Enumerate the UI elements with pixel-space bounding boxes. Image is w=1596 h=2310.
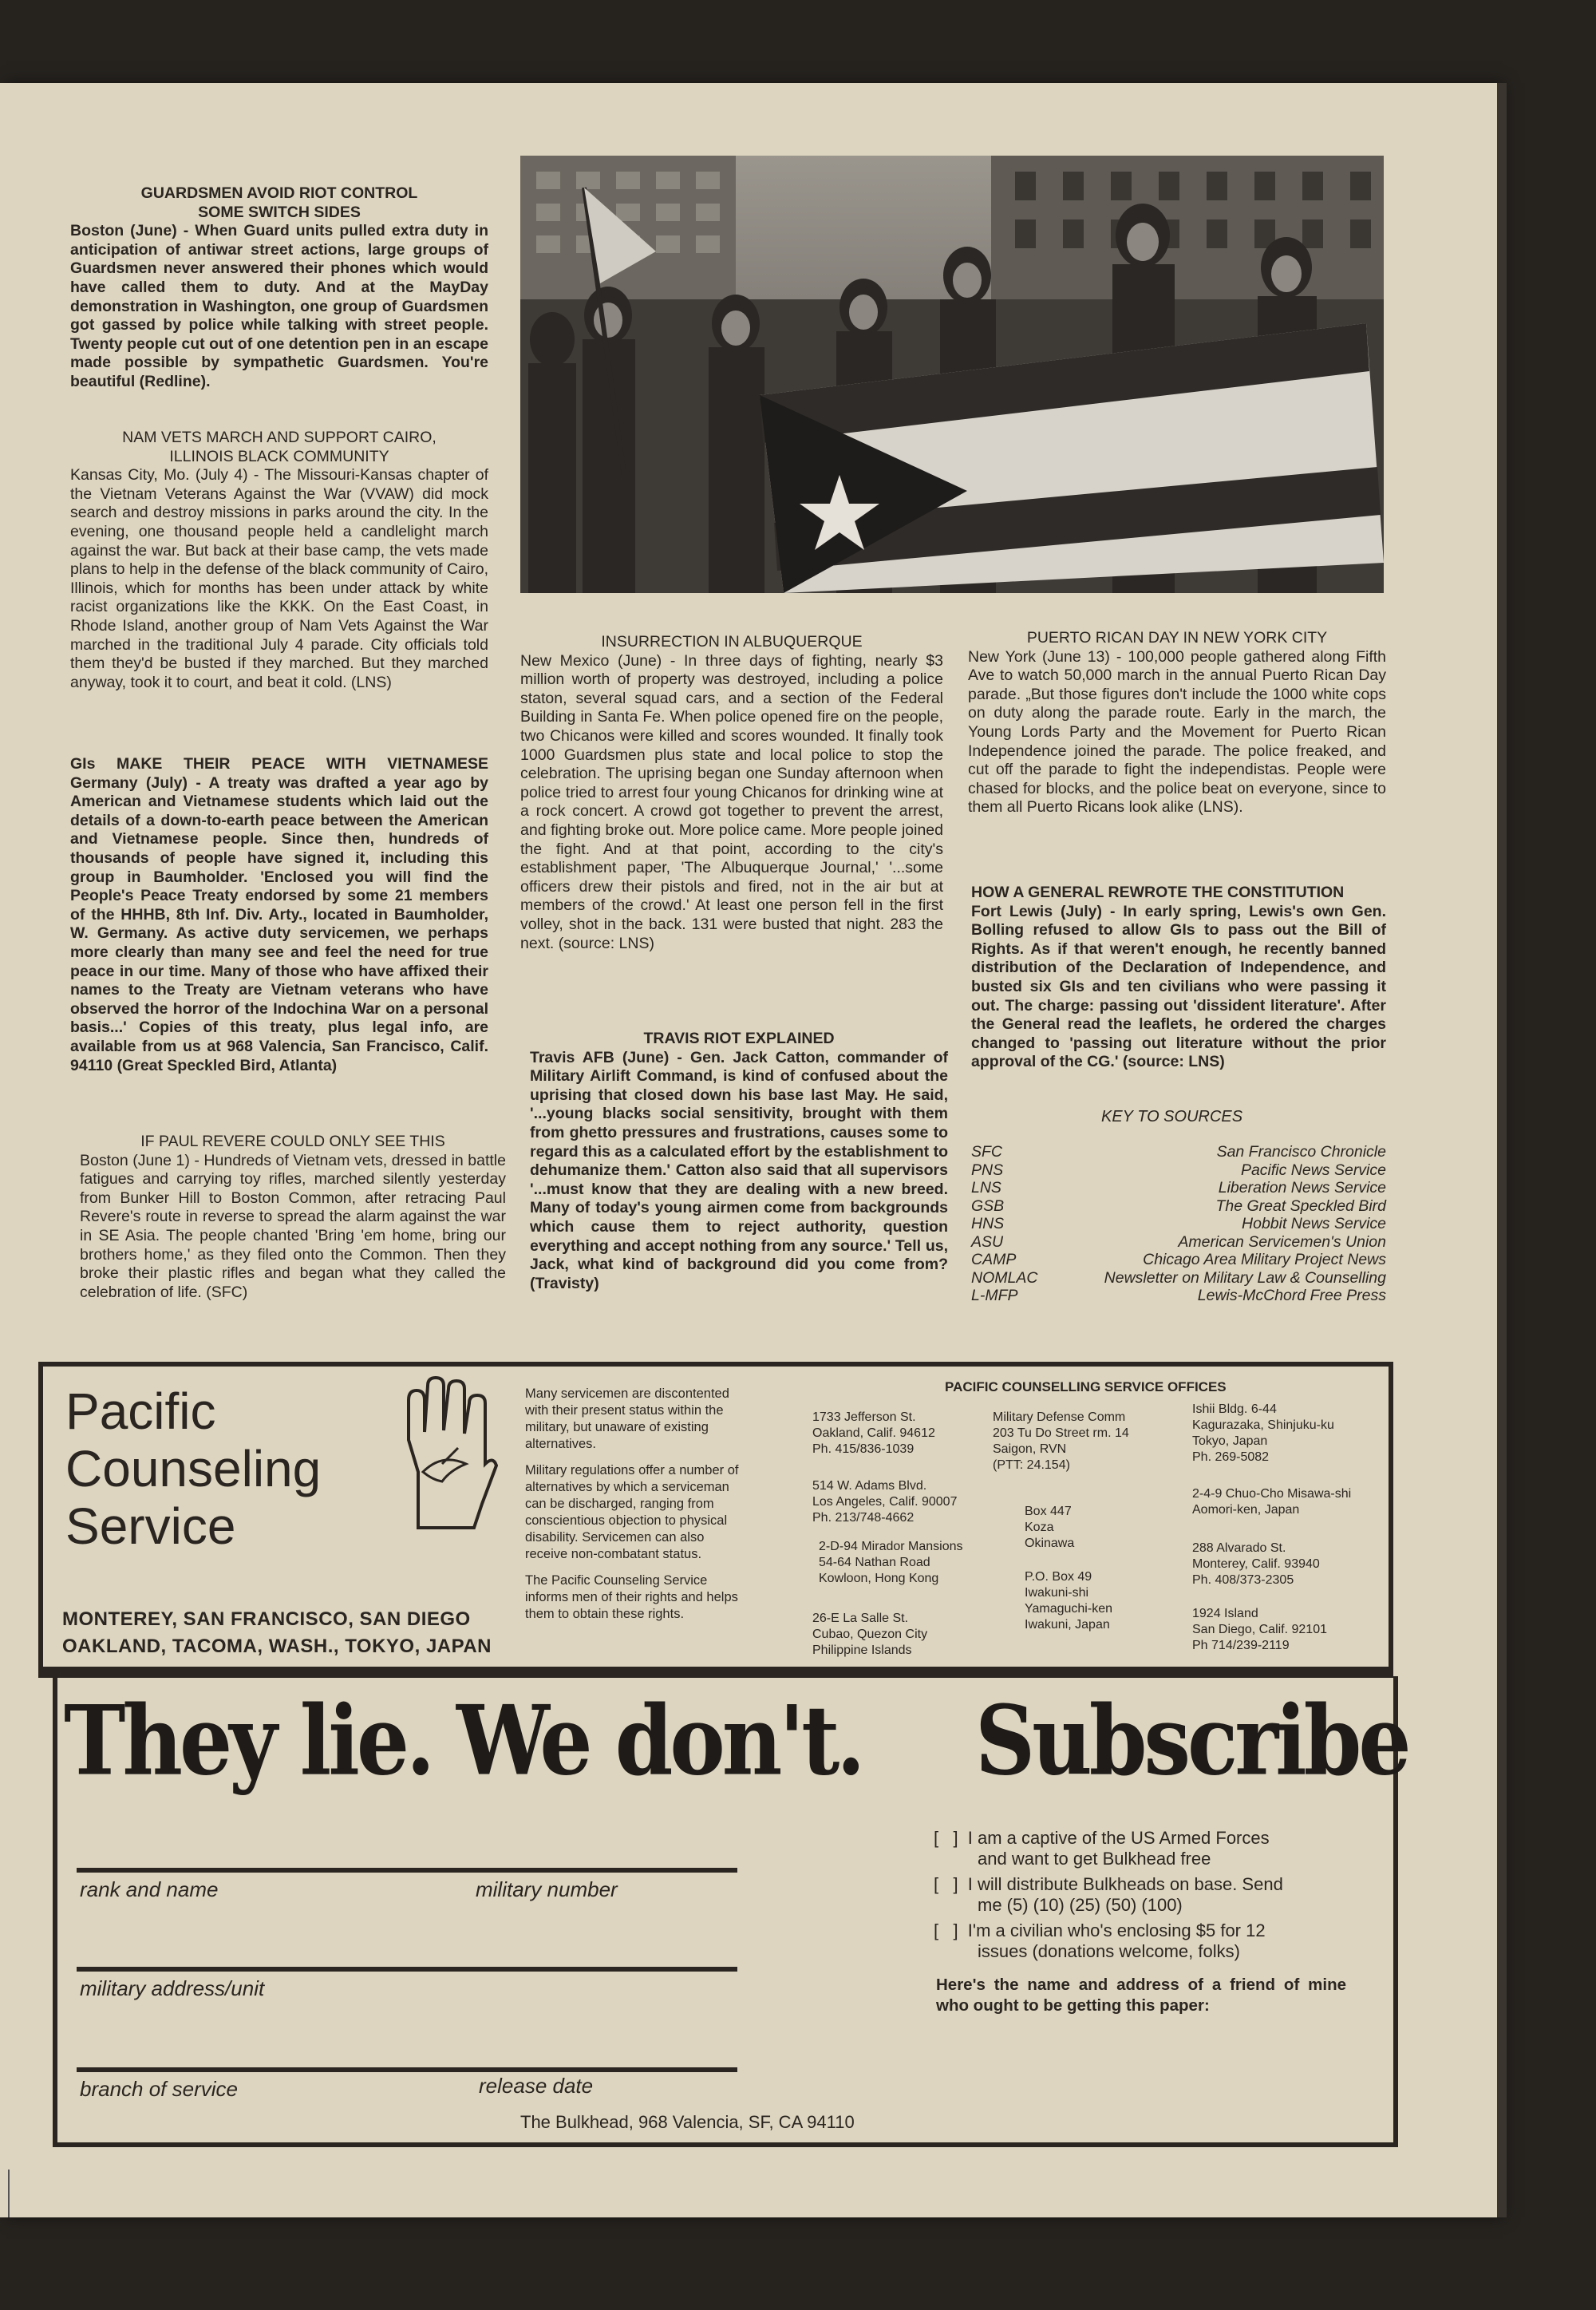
branch-release-line[interactable] — [77, 2067, 737, 2072]
office-address: 2-D-94 Mirador Mansions 54-64 Nathan Road Kowloon, Hong Kong — [819, 1540, 963, 1585]
option-captive-checkbox[interactable]: [ ] I am a captive of the US Armed Forces and want to get Bulkhead free — [934, 1828, 1270, 1869]
office-address: 288 Alvarado St. Monterey, Calif. 93940 Ph. 408/373-2305 — [1192, 1541, 1320, 1587]
option-distribute-checkbox[interactable]: [ ] I will distribute Bulkheads on base. Send me (5) (10) (25) (50) (100) — [934, 1874, 1283, 1915]
article-peace-treaty — [70, 755, 488, 1075]
rank-name-line[interactable] — [77, 1868, 737, 1873]
key-title: KEY TO SOURCES — [1101, 1108, 1243, 1125]
article-body: Boston (June) - When Guard units pulled extra duty in anticipation of antiwar street actions, large groups of Guardsmen never answered their phones which would have called them to duty. And at the MayDay demonstration in Washington, one group of Guardsmen got gassed by police while talking with street people. Twenty people cut out of one detention pen in an escape made possible by sympathetic Guardsmen. You're beautiful (Redline). — [70, 222, 489, 390]
headline: NAM VETS MARCH AND SUPPORT CAIRO, ILLINOIS BLACK COMMUNITY — [122, 429, 437, 465]
subscribe-title: Subscribe — [975, 1683, 1408, 1798]
page-edge-shadow — [1497, 83, 1507, 2217]
headline: TRAVIS RIOT EXPLAINED — [643, 1030, 835, 1047]
key-row: SFC San Francisco Chronicle — [971, 1143, 1386, 1161]
military-address-label: military address/unit — [80, 1976, 265, 2000]
friend-prompt: Here's the name and address of a friend of mine who ought to be getting this paper: — [936, 1976, 1346, 2015]
key-to-sources — [971, 1143, 1386, 1305]
office-address: Ishii Bldg. 6-44 Kagurazaka, Shinjuku-ku Tokyo, Japan Ph. 269-5082 — [1192, 1402, 1334, 1464]
article-body: New Mexico (June) - In three days of fighting, nearly $3 million worth of property was destroyed, including a police staton, several squad cars, and a section of the Federal Building in Santa Fe. When police opened fire on the people, two Chicanos were killed and scores wounded. It finally took 1000 Guardsmen plus state and local police to stop the celebration. The uprising began one Sunday afternoon when police tried to arrest four young Chicanos for drinking wine at a rock concert. A crowd got together to prevent the arrest, and fighting broke out. More police came. More people joined the fight. And at that point, according to the city's establishment paper, 'The Albuquerque Journal,' '...some officers drew their pistols and fired, not in the air but at members of the crowd.' At least one person fell in the first volley, shot in the back. 131 were busted that night. 283 the next. (source: LNS) — [520, 651, 943, 952]
hand-dove-icon — [394, 1376, 498, 1536]
publisher-address: The Bulkhead, 968 Valencia, SF, CA 94110 — [520, 2112, 855, 2132]
protest-photo — [520, 156, 1384, 593]
key-row: NOMLAC Newsletter on Military Law & Counselling — [971, 1268, 1386, 1287]
article-body: Germany (July) - A treaty was drafted a year ago by American and Vietnamese students which laid out the details of a down-to-earth peace between the American and Vietnamese people. Since then, hundreds of thousands of people have signed it, including this group in Baumholder. 'Enclosed you will find the People's Peace Treaty endorsed by some 21 members of the HHHB, 8th Inf. Div. Arty., located in Baumholder, W. Germany. As active duty servicemen, we perhaps more clearly than many see and feel the need for true peace in our time. Many of those who have affixed their names to the Treaty are Vietnam veterans who have observed the horror of the Indochina War on a personal basis...' Copies of this treaty, plus legal info, are available from us at 968 Valencia, San Francisco, Calif. 94110 (Great Speckled Bird, Atlanta) — [70, 773, 488, 1074]
office-address: 26-E La Salle St. Cubao, Quezon City Philippine Islands — [812, 1612, 928, 1657]
office-address: 2-4-9 Chuo-Cho Misawa-shi Aomori-ken, Japan — [1192, 1487, 1352, 1517]
office-address: P.O. Box 49 Iwakuni-shi Yamaguchi-ken Iwakuni, Japan — [1025, 1570, 1112, 1632]
office-address: Military Defense Comm 203 Tu Do Street rm. 14 Saigon, RVN (PTT: 24.154) — [993, 1410, 1129, 1472]
key-row: L-MFP Lewis-McChord Free Press — [971, 1287, 1386, 1304]
key-row: PNS Pacific News Service — [971, 1161, 1386, 1179]
option-civilian-checkbox[interactable]: [ ] I'm a civilian who's enclosing $5 for 12 issues (donations welcome, folks) — [934, 1920, 1266, 1961]
binding-mark — [0, 2170, 10, 2217]
pcs-blurb: Many servicemen are discontented with their present status within the military, but unaware of existing alternatives. Military regulations offer a number of alternatives by which a serviceman can be discharged, ranging from conscientious objection to physical disability. Servicemen can also receive non-combatant status. The Pacific Counseling Service informs men of their rights and helps them to obtain these rights. — [525, 1386, 739, 1621]
article-puerto-rican — [968, 629, 1386, 817]
pcs-cities: MONTEREY, SAN FRANCISCO, SAN DIEGO OAKLAND, TACOMA, WASH., TOKYO, JAPAN — [62, 1608, 492, 1657]
article-body: Fort Lewis (July) - In early spring, Lewis's own Gen. Bolling refused to allow GIs to pass out the Bill of Rights. As if that weren't enough, he recently banned distribution of the Declaration of Independence, and busted six GIs and ten civilians who were passing it out. The charge: passing out 'dissident literature'. After the General read the leaflets, he ordered the charges changed to 'passing out literature without the prior approval of the CG.' (source: LNS) — [971, 902, 1386, 1071]
article-body: Kansas City, Mo. (July 4) - The Missouri-Kansas chapter of the Vietnam Veterans Against the War (VVAW) did mock search and destroy missions in parks around the city. In the evening, one thousand people held a candlelight march against the war. But back at their base camp, the vets made plans to help in the defense of the black community of Cairo, Illinois, which for months has been under attack by white racist organizations like the KKK. On the East Coast, in Rhode Island, another group of Nam Vets Against the War marched in the traditional July 4 parade. City officials told them they'd be busted if they marched. But they marched anyway, took it to court, and beat it cold. (LNS) — [70, 466, 488, 691]
article-body: Travis AFB (June) - Gen. Jack Catton, commander of Military Airlift Command, is kind of confused about the uprising that closed down his base last May. He said, '...young blacks social sensitivity, brought with them from ghetto pressures and frustrations, causes some to regard this as a calculated effort by the establishment to dehumanize them.' Catton also said that all supervisors '...must know that they are dealing with a new breed. Many of today's young airmen come from backgrounds which cause them to reject authority, question everything and accept nothing from any source.' Tell us, Jack, what kind of background did you come from? (Travisty) — [530, 1048, 948, 1292]
key-row: HNS Hobbit News Service — [971, 1215, 1386, 1232]
military-number-label: military number — [476, 1877, 618, 1901]
article-body: New York (June 13) - 100,000 people gathered along Fifth Ave to watch 50,000 march in the annual Puerto Rican Day parade. „But those figures don't include the 1000 white cops on duty along the parade route. Early in the march, the Young Lords Party and the Movement for Puerto Rican Independence joined the parade. The police freaked, and cut off the parade to fight the independistas. People were chased for blocks, and the police beat on everyone, since to them all Puerto Ricans look alike (LNS). — [968, 647, 1386, 817]
article-travis — [530, 1030, 948, 1293]
office-address: Box 447 Koza Okinawa — [1025, 1505, 1075, 1550]
key-row: ASU American Servicemen's Union — [971, 1232, 1386, 1251]
offices-title: PACIFIC COUNSELLING SERVICE OFFICES — [945, 1379, 1227, 1394]
release-date-label: release date — [479, 2074, 594, 2098]
rank-name-label: rank and name — [80, 1877, 219, 1901]
article-albuquerque — [520, 633, 943, 953]
key-row: GSB The Great Speckled Bird — [971, 1197, 1386, 1215]
branch-label: branch of service — [80, 2077, 238, 2101]
protest-photo-illustration — [520, 156, 1384, 593]
headline: GIs MAKE THEIR PEACE WITH VIETNAMESE — [70, 755, 488, 773]
key-row: LNS Liberation News Service — [971, 1179, 1386, 1197]
pcs-logo-text: Pacific Counseling Service — [65, 1382, 322, 1555]
article-nam-vets — [70, 429, 488, 692]
slogan-we-dont: We don't. — [456, 1683, 863, 1798]
headline: INSURRECTION IN ALBUQUERQUE — [601, 633, 863, 651]
address-line[interactable] — [77, 1967, 737, 1972]
headline: PUERTO RICAN DAY IN NEW YORK CITY — [1026, 629, 1328, 647]
headline: GUARDSMEN AVOID RIOT CONTROL SOME SWITCH SIDES — [140, 184, 418, 221]
office-address: 1924 Island San Diego, Calif. 92101 Ph 714/239-2119 — [1192, 1607, 1327, 1652]
office-address: 514 W. Adams Blvd. Los Angeles, Calif. 90007 Ph. 213/748-4662 — [812, 1479, 958, 1525]
article-guardsmen — [70, 184, 488, 392]
article-body: Boston (June 1) - Hundreds of Vietnam vets, dressed in battle fatigues and carrying toy rifles, marched silently yesterday from Bunker Hill to Boston Common, after retracing Paul Revere's route in reverse to spread the alarm against the war in SE Asia. The people chanted 'Bring 'em home, bring our brothers home,' as they filed onto the Common. Then they broke their plastic rifles and began what they called the celebration of life. (SFC) — [80, 1151, 506, 1301]
key-row: CAMP Chicago Area Military Project News — [971, 1251, 1386, 1268]
office-address: 1733 Jefferson St. Oakland, Calif. 94612 Ph. 415/836-1039 — [812, 1410, 935, 1456]
slogan-they-lie: They lie. — [64, 1683, 433, 1798]
headline: IF PAUL REVERE COULD ONLY SEE THIS — [140, 1133, 445, 1150]
headline: HOW A GENERAL REWROTE THE CONSTITUTION — [971, 884, 1345, 901]
article-general — [971, 884, 1386, 1072]
article-paul-revere — [80, 1133, 506, 1302]
pacific-counseling-ad — [38, 1362, 1393, 1671]
